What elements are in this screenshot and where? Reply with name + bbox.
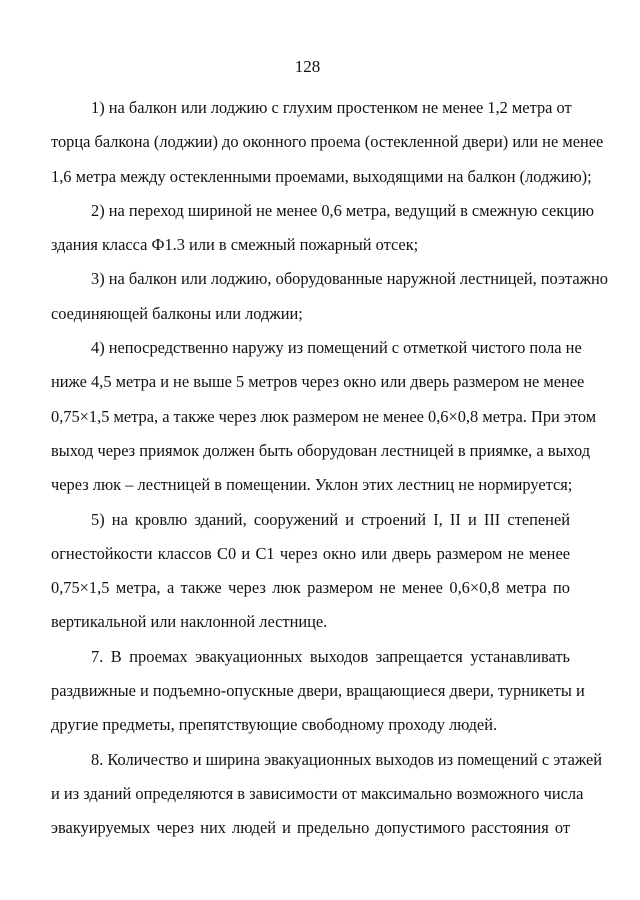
text-line: 0,75×1,5 метра, а также через люк размером не менее 0,6×0,8 метра. При этом: [51, 406, 597, 426]
text-line: 1) на балкон или лоджию с глухим простенком не менее 1,2 метра от: [91, 98, 572, 117]
paragraph: [51, 91, 604, 194]
text-line: 8. Количество и ширина эвакуационных выходов из помещений с этажей: [91, 749, 603, 769]
paragraph: [51, 194, 594, 263]
text-line: соединяющей балконы или лоджии;: [51, 303, 303, 323]
text-line: 0,75×1,5 метра, а также через люк размером не менее 0,6×0,8 метра по: [51, 578, 570, 598]
text-line: эвакуируемых через них людей и предельно допустимого расстояния от: [51, 818, 570, 838]
text-line: другие предметы, препятствующие свободному проходу людей.: [51, 715, 498, 735]
text-line: 5) на кровлю зданий, сооружений и строений I, II и III степеней: [91, 509, 570, 529]
text-line: 2) на переход шириной не менее 0,6 метра, ведущий в смежную секцию: [91, 200, 594, 220]
text-line: 4) непосредственно наружу из помещений с отметкой чистого пола не: [91, 338, 582, 358]
paragraph: [51, 640, 585, 743]
text-line: 1,6 метра между остекленными проемами, выходящими на балкон (лоджию);: [51, 166, 592, 186]
paragraph: [51, 503, 570, 640]
text-line: ниже 4,5 метра и не выше 5 метров через окно или дверь размером не менее: [51, 372, 585, 392]
text-line: через люк – лестницей в помещении. Уклон этих лестниц не нормируется;: [51, 475, 573, 495]
text-line: раздвижные и подъемно-опускные двери, вращающиеся двери, турникеты и: [51, 681, 585, 701]
text-line: торца балкона (лоджии) до оконного проема (остекленной двери) или не менее: [51, 132, 604, 152]
text-line: 7. В проемах эвакуационных выходов запрещается устанавливать: [91, 646, 570, 666]
text-line: 3) на балкон или лоджию, оборудованные наружной лестницей, поэтажно: [91, 269, 608, 289]
text-line: и из зданий определяются в зависимости от максимально возможного числа: [51, 783, 584, 803]
paragraph: [51, 331, 597, 502]
paragraph: [51, 262, 608, 331]
text-line: здания класса Ф1.3 или в смежный пожарный отсек;: [51, 235, 419, 255]
text-line: вертикальной или наклонной лестнице.: [51, 612, 328, 632]
paragraph: [51, 743, 603, 846]
text-line: выход через приямок должен быть оборудован лестницей в приямке, а выход: [51, 440, 591, 460]
page-number: 128: [294, 57, 321, 76]
text-line: огнестойкости классов С0 и С1 через окно или дверь размером не менее: [51, 543, 570, 563]
document-body: [51, 91, 608, 846]
